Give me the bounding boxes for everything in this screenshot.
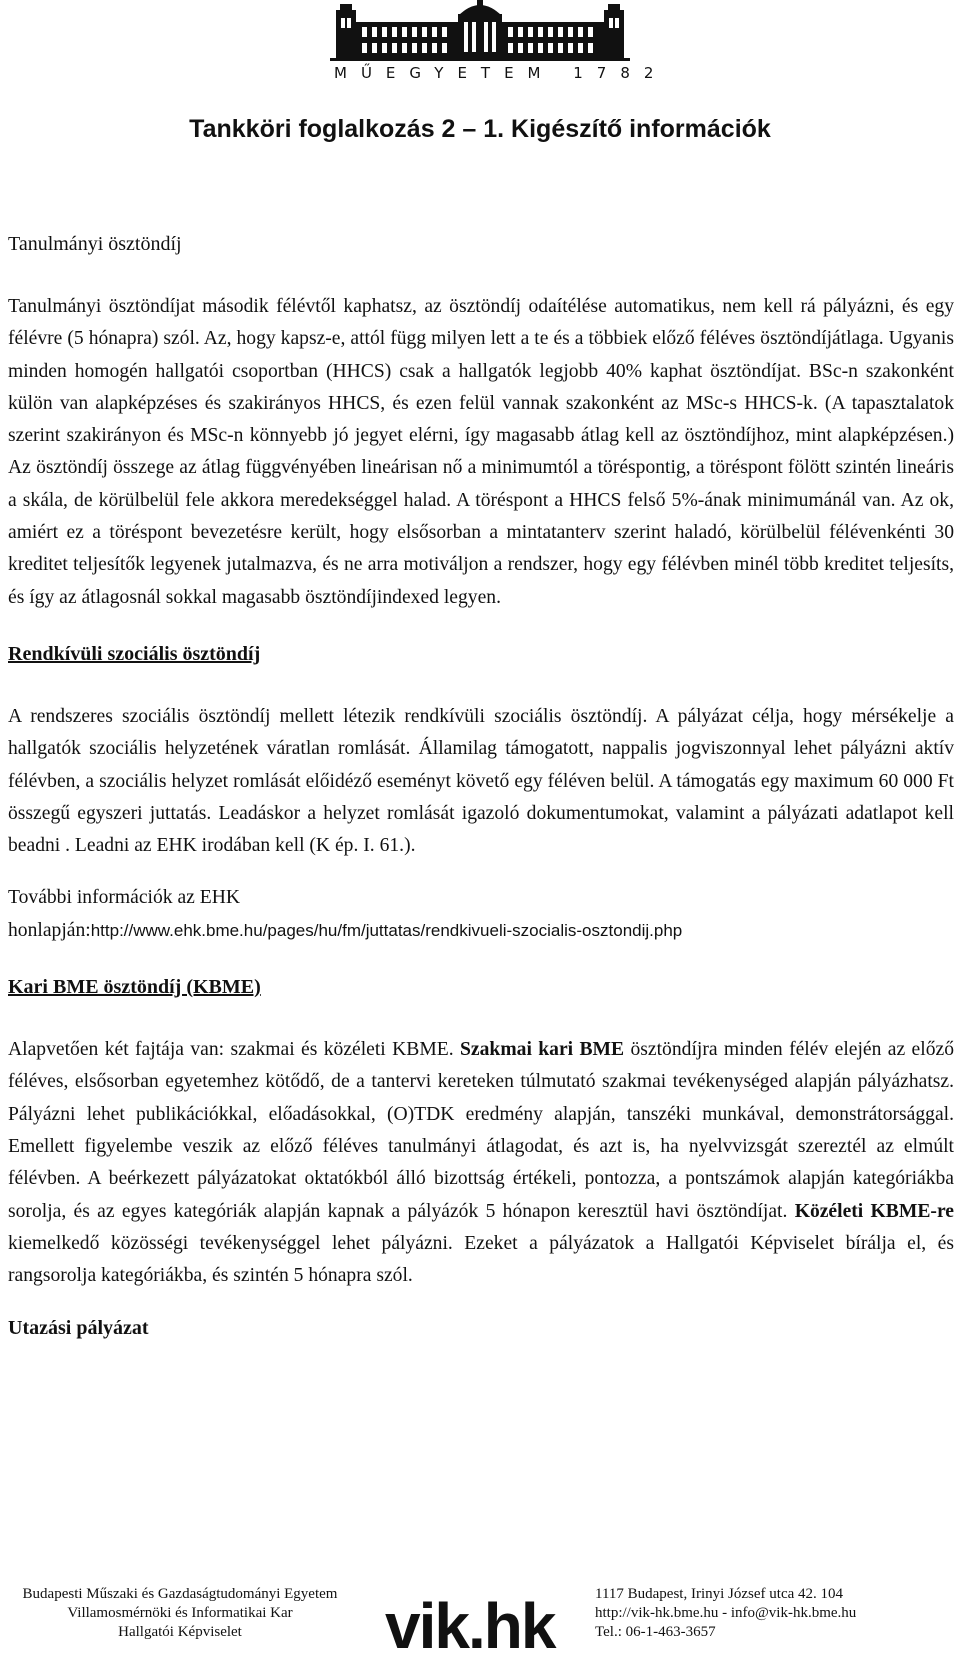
footer-phone: Tel.: 06-1-463-3657: [595, 1624, 716, 1640]
section-heading-utazasi: Utazási pályázat: [8, 1317, 149, 1340]
kbme-text-1: Alapvetően két fajtája van: szakmai és közéleti KBME.: [8, 1039, 461, 1061]
section-paragraph-kbme: [8, 1034, 954, 1292]
more-info-block: [8, 882, 954, 947]
kbme-text-3: kiemelkedő közösségi tevékenységgel lehet pályázni. Ezeket a pályázatok a Hallgatói Képviselet bírálja el, és rangsorolja kategóriákba, és szintén 5 hónapra szól.: [8, 1232, 954, 1287]
footer-address: 1117 Budapest, Irinyi József utca 42. 104: [595, 1586, 844, 1602]
footer-contact: [595, 1585, 945, 1642]
section-heading-tanulmanyi: Tanulmányi ösztöndíj: [8, 233, 182, 255]
footer-faculty: Villamosmérnöki és Informatikai Kar: [67, 1605, 293, 1621]
footer-organization: [0, 1585, 360, 1642]
vikhk-logo: vik.hk: [385, 1590, 555, 1662]
bme-building-logo-icon: [330, 0, 630, 62]
section-paragraph-tanulmanyi: Tanulmányi ösztöndíjat második félévtől kaphatsz, az ösztöndíj odaítélése automatikus, nem kell rá pályázni, és egy félévre (5 hónapra) szól. Az, hogy kapsz-e, attól függ milyen lett a te és a többiek előző féléves ösztöndíjátlaga. Ugyanis minden homogén hallgatói csoportban (HHCS) csak a hallgatók legjobb 40% kaphat ösztöndíjat. BSc-n szakonként külön van alapképzéses és szakirányos HHCS, és ezen felül vannak szakonként az MSc-s HHCS-k. (A tapasztalatok szerint szakirányon és MSc-n könnyebb jó jegyet elérni, így magasabb átlag kell az ösztöndíjhoz, mint alapképzésen.) Az ösztöndíj összege az átlag függvényében lineárisan nő a minimumtól a töréspontig, a töréspont fölött szintén lineáris a skála, de körülbelül fele akkora meredekséggel halad. A töréspont a HHCS felső 5%-ának minimumánál van. Az ok, amiért ez a töréspont bevezetésre került, hogy elsősorban a mintatanterv szerint haladó, körülbelül félévenkénti 30 kreditet teljesítők legyenek jutalmazva, és ne arra motiváljon a rendszer, hogy egy félévben minél több kreditet teljesíts, és így az átlagosnál sokkal magasabb ösztöndíjindexed legyen.: [8, 296, 954, 608]
section-heading-rendkivuli: Rendkívüli szociális ösztöndíj: [8, 642, 261, 665]
section-paragraph-rendkivuli: A rendszeres szociális ösztöndíj mellett létezik rendkívüli szociális ösztöndíj. A pályázat célja, hogy mérsékelje a hallgatók szociális helyzetének váratlan romlását. Államilag támogatott, nappalis jogviszonnyal lehet pályázni aktív félévben, a szociális helyzet romlását előidéző eseményt követő egy féléven belül. A támogatás egy maximum 60 000 Ft összegű egyszeri juttatás. Leadáskor a helyzet romlását igazoló dokumentumokat, valamint a pályázati adatlapot kell beadni . Leadni az EHK irodában kell (K ép. I. 61.).: [8, 705, 954, 857]
document-title: Tankköri foglalkozás 2 – 1. Kigészítő információk: [189, 115, 771, 143]
document-body: [8, 228, 954, 1344]
ehk-link[interactable]: http://www.ehk.bme.hu/pages/hu/fm/juttatas/rendkivueli-szocialis-osztondij.php: [90, 920, 683, 940]
footer-council: Hallgatói Képviselet: [118, 1624, 242, 1640]
kbme-text-2: ösztöndíjra minden félév elején az előző féléves, elsősorban egyetemhez kötődő, de a tantervi kereteken túlmutató szakmai tevékenységed alapján pályázhatsz. Pályázni lehet publikációkkal, előadásokkal, (O)TDK eredmény alapján, tanszéki munkával, demonstrátorsággal. Emellett figyelembe veszik az előző féléves tanulmányi átlagodat, és azt is, ha nyelvvizsgát szereztél az elmúlt félévben. A beérkezett pályázatokat oktatókból álló bizottság értékeli, pontozza, a pontszámok alapján kategóriákba sorolja, és az egyes kategóriák alapján kapnak a pályázók 5 hónapon keresztül havi ösztöndíjat.: [8, 1039, 954, 1222]
page-footer: [0, 1585, 960, 1674]
footer-university: Budapesti Műszaki és Gazdaságtudományi Egyetem: [22, 1586, 338, 1602]
university-logo: [320, 0, 668, 90]
section-heading-kbme: Kari BME ösztöndíj (KBME): [8, 976, 261, 999]
more-info-prefix: honlapján:: [8, 919, 91, 941]
kbme-bold-szakmai: Szakmai kari BME: [460, 1039, 625, 1061]
footer-web-email[interactable]: http://vik-hk.bme.hu - info@vik-hk.bme.hu: [595, 1605, 857, 1621]
logo-caption: MŰEGYETEM 1782: [334, 64, 668, 82]
kbme-bold-kozeleti: Közéleti KBME-re: [794, 1200, 954, 1222]
more-info-text: További információk az EHK: [8, 887, 241, 909]
